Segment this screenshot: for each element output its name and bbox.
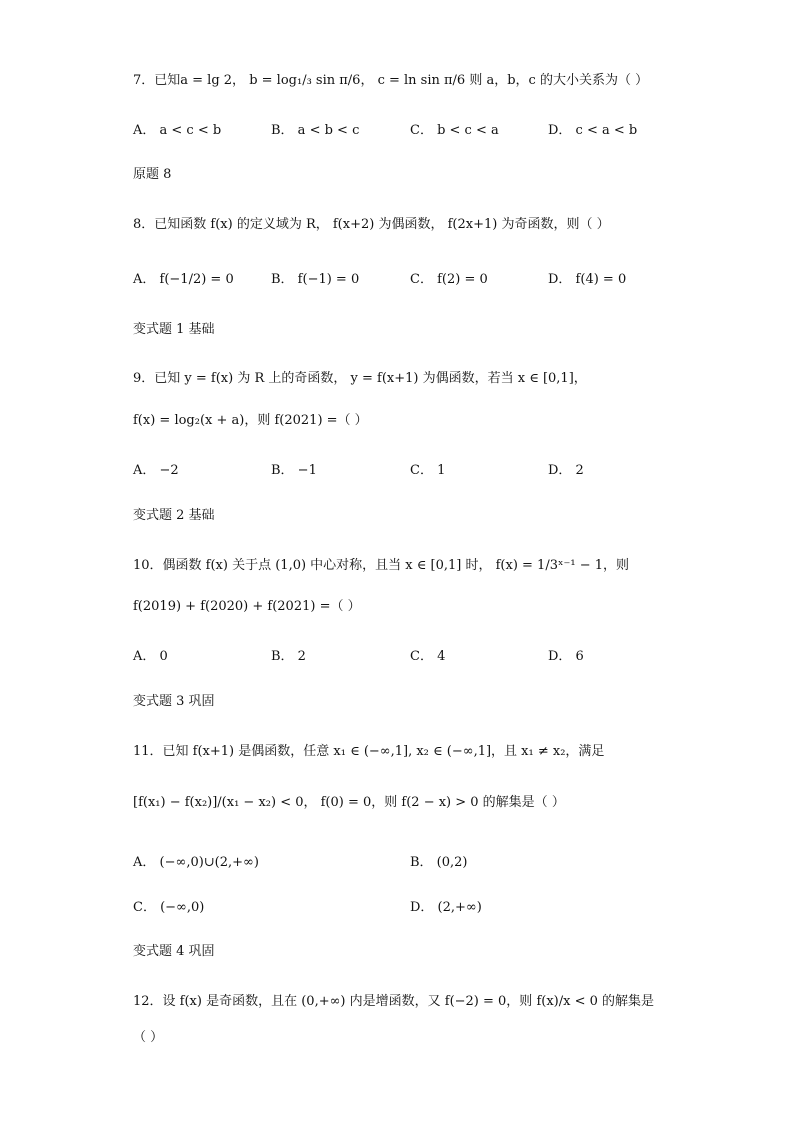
- question-7-stem: 7．已知a = lg 2， b = log₁/₃ sin π/6， c = ln sin π/6 则 a，b，c 的大小关系为（ ）: [133, 73, 649, 88]
- question-10-option-a: A． 0: [133, 649, 168, 664]
- section-heading-variant-2: 变式题 2 基础: [133, 508, 215, 523]
- question-11-option-b: B． (0,2): [410, 855, 468, 870]
- question-8-stem: 8．已知函数 f(x) 的定义域为 R， f(x+2) 为偶函数， f(2x+1) 为奇函数，则（ ）: [133, 217, 610, 232]
- question-11-option-a: A． (−∞,0)∪(2,+∞): [133, 855, 259, 870]
- question-9-option-c: C． 1: [410, 463, 446, 478]
- question-11-option-d: D． (2,+∞): [410, 900, 482, 915]
- question-9-option-b: B． −1: [271, 463, 317, 478]
- question-10-option-c: C． 4: [410, 649, 446, 664]
- question-9-stem-line-2: f(x) = log₂(x + a)，则 f(2021) =（ ）: [133, 413, 368, 428]
- question-11-stem-line-2: [f(x₁) − f(x₂)]/(x₁ − x₂) < 0， f(0) = 0，则 f(2 − x) > 0 的解集是（ ）: [133, 795, 565, 810]
- question-7-option-a: A． a < c < b: [133, 123, 222, 138]
- section-heading-variant-4: 变式题 4 巩固: [133, 944, 215, 959]
- question-7-option-d: D． c < a < b: [548, 123, 638, 138]
- question-8-option-d: D． f(4) = 0: [548, 272, 627, 287]
- question-11-stem-line-1: 11．已知 f(x+1) 是偶函数，任意 x₁ ∈ (−∞,1], x₂ ∈ (−∞,1]，且 x₁ ≠ x₂，满足: [133, 744, 605, 759]
- question-9-option-d: D． 2: [548, 463, 584, 478]
- question-7-option-b: B． a < b < c: [271, 123, 360, 138]
- question-11-option-c: C． (−∞,0): [133, 900, 205, 915]
- question-10-option-d: D． 6: [548, 649, 584, 664]
- question-7-option-c: C． b < c < a: [410, 123, 499, 138]
- question-12-stem-line-1: 12．设 f(x) 是奇函数，且在 (0,+∞) 内是增函数，又 f(−2) = 0，则 f(x)/x < 0 的解集是: [133, 994, 654, 1009]
- question-9-stem-line-1: 9．已知 y = f(x) 为 R 上的奇函数， y = f(x+1) 为偶函数，若当 x ∈ [0,1]，: [133, 371, 587, 386]
- question-8-option-c: C． f(2) = 0: [410, 272, 488, 287]
- question-9-option-a: A． −2: [133, 463, 179, 478]
- question-8-option-b: B． f(−1) = 0: [271, 272, 360, 287]
- section-heading-variant-1: 变式题 1 基础: [133, 322, 215, 337]
- section-heading-original-8: 原题 8: [133, 167, 172, 182]
- section-heading-variant-3: 变式题 3 巩固: [133, 694, 215, 709]
- question-12-stem-line-2: （ ）: [133, 1030, 164, 1045]
- question-8-option-a: A． f(−1/2) = 0: [133, 272, 234, 287]
- question-10-stem-line-2: f(2019) + f(2020) + f(2021) =（ ）: [133, 599, 361, 614]
- question-10-stem-line-1: 10．偶函数 f(x) 关于点 (1,0) 中心对称，且当 x ∈ [0,1] 时， f(x) = 1/3ˣ⁻¹ − 1，则: [133, 558, 629, 573]
- question-10-option-b: B． 2: [271, 649, 306, 664]
